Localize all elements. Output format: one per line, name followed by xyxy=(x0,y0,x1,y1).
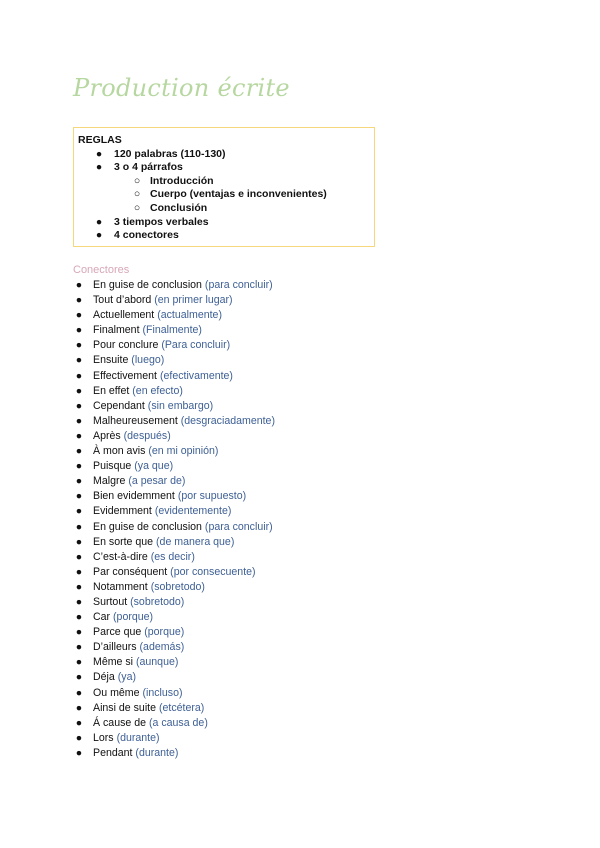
conector-item xyxy=(73,338,275,353)
bullet-icon: ● xyxy=(75,716,83,729)
conector-item xyxy=(73,308,275,323)
bullet-icon: ● xyxy=(75,746,83,759)
bullet-icon: ● xyxy=(95,161,103,174)
conector-item xyxy=(73,399,275,414)
conector-french: Á cause de xyxy=(93,716,147,729)
conector-item xyxy=(73,580,275,595)
conector-french: Ensuite xyxy=(93,354,129,367)
rule-item-text: 3 tiempos verbales xyxy=(114,215,209,228)
conector-item xyxy=(73,535,275,550)
conector-french: En guise de conclusion xyxy=(93,520,202,533)
conector-item xyxy=(73,520,275,535)
conector-spanish: (sobretodo) xyxy=(130,595,185,608)
conector-french: En guise de conclusion xyxy=(93,279,202,291)
conector-spanish: (además) xyxy=(139,641,185,654)
conector-french: Cependant xyxy=(93,399,145,412)
conector-french: Malgre xyxy=(93,475,126,488)
conector-french: Effectivement xyxy=(93,369,157,382)
conector-spanish: (en mi opinión) xyxy=(148,445,219,458)
conector-spanish: (sobretodo) xyxy=(150,580,205,593)
conector-french: En sorte que xyxy=(93,535,154,548)
bullet-icon: ● xyxy=(75,611,83,624)
conector-spanish: (después) xyxy=(123,429,171,442)
conector-spanish: (sin embargo) xyxy=(147,399,214,412)
rule-item xyxy=(78,216,370,230)
bullet-icon: ● xyxy=(75,565,83,578)
bullet-icon: ● xyxy=(75,399,83,412)
conector-item xyxy=(73,384,275,399)
bullet-icon: ● xyxy=(75,520,83,533)
bullet-icon: ● xyxy=(75,595,83,608)
bullet-icon: ● xyxy=(75,445,83,458)
bullet-icon: ● xyxy=(95,147,103,160)
conector-french: Parce que xyxy=(93,626,142,639)
conector-item xyxy=(73,746,275,761)
rule-item-text: Introducción xyxy=(150,174,214,187)
conector-spanish: (incluso) xyxy=(142,686,183,699)
bullet-icon: ● xyxy=(75,490,83,503)
conector-spanish: (durante) xyxy=(116,731,160,744)
conector-item xyxy=(73,323,275,338)
bullet-icon: ● xyxy=(75,369,83,382)
rule-item-text: 4 conectores xyxy=(114,229,179,242)
conector-item xyxy=(73,625,275,640)
conector-french: Puisque xyxy=(93,460,132,473)
conector-french: D’ailleurs xyxy=(93,641,137,654)
conector-french: En effet xyxy=(93,384,130,397)
conector-item xyxy=(73,670,275,685)
conector-french: Ainsi de suite xyxy=(93,701,157,714)
bullet-icon: ● xyxy=(75,641,83,654)
conector-spanish: (actualmente) xyxy=(157,309,222,322)
hollow-bullet-icon: ○ xyxy=(133,201,141,214)
rules-list xyxy=(78,148,370,243)
conector-item xyxy=(73,550,275,565)
bullet-icon: ● xyxy=(75,535,83,548)
conector-spanish: (por consecuente) xyxy=(170,565,256,578)
conector-item xyxy=(73,655,275,670)
conector-french: Surtout xyxy=(93,595,128,608)
bullet-icon: ● xyxy=(75,550,83,563)
page-title: Production écrite xyxy=(73,74,290,102)
conector-french: Actuellement xyxy=(93,309,155,322)
conector-spanish: (a causa de) xyxy=(148,716,208,729)
conectores-list xyxy=(73,278,275,761)
conector-item xyxy=(73,369,275,384)
rule-item-text: Cuerpo (ventajas e inconvenientes) xyxy=(150,188,327,201)
conector-item xyxy=(73,278,275,293)
conectores-heading: Conectores xyxy=(73,264,130,276)
bullet-icon: ● xyxy=(95,229,103,242)
bullet-icon: ● xyxy=(75,580,83,593)
conector-spanish: (de manera que) xyxy=(156,535,235,548)
conector-spanish: (evidentemente) xyxy=(154,505,232,518)
bullet-icon: ● xyxy=(75,354,83,367)
conector-french: Tout d’abord xyxy=(93,294,152,307)
conector-spanish: (es decir) xyxy=(150,550,195,563)
conector-spanish: (aunque) xyxy=(135,656,179,669)
conector-french: Pendant xyxy=(93,746,133,759)
bullet-icon: ● xyxy=(75,671,83,684)
hollow-bullet-icon: ○ xyxy=(133,188,141,201)
conector-spanish: (porque) xyxy=(113,611,154,624)
conector-item xyxy=(73,595,275,610)
conector-item xyxy=(73,731,275,746)
conector-french: Evidemment xyxy=(93,505,152,518)
bullet-icon: ● xyxy=(75,309,83,322)
conector-french: Car xyxy=(93,611,111,624)
conector-french: Par conséquent xyxy=(93,565,168,578)
bullet-icon: ● xyxy=(75,475,83,488)
conector-spanish: (etcétera) xyxy=(158,701,205,714)
conector-spanish: (durante) xyxy=(135,746,179,759)
conector-spanish: (Finalmente) xyxy=(142,324,202,337)
conector-spanish: (ya que) xyxy=(134,460,174,473)
conector-item xyxy=(73,686,275,701)
conector-item xyxy=(73,565,275,580)
bullet-icon: ● xyxy=(75,339,83,352)
hollow-bullet-icon: ○ xyxy=(133,174,141,187)
conector-item xyxy=(73,414,275,429)
conector-french: Bien evidemment xyxy=(93,490,175,503)
conector-item xyxy=(73,459,275,474)
conector-item xyxy=(73,444,275,459)
conector-spanish: (para concluir) xyxy=(204,279,273,291)
conector-french: Même si xyxy=(93,656,134,669)
conector-spanish: (Para concluir) xyxy=(161,339,231,352)
conector-item xyxy=(73,353,275,368)
rule-item xyxy=(78,148,370,162)
conector-french: Ou même xyxy=(93,686,140,699)
bullet-icon: ● xyxy=(75,701,83,714)
conector-french: C’est-à-dire xyxy=(93,550,148,563)
conector-item xyxy=(73,429,275,444)
bullet-icon: ● xyxy=(75,460,83,473)
conector-spanish: (efectivamente) xyxy=(159,369,233,382)
rules-box xyxy=(73,127,375,247)
conector-item xyxy=(73,293,275,308)
rule-item-text: 3 o 4 párrafos xyxy=(114,161,183,174)
rule-item xyxy=(78,175,370,189)
bullet-icon: ● xyxy=(75,656,83,669)
conector-french: Déja xyxy=(93,671,115,684)
conector-spanish: (ya) xyxy=(117,671,136,684)
rule-item xyxy=(78,202,370,216)
conector-spanish: (luego) xyxy=(131,354,165,367)
conector-spanish: (desgraciadamente) xyxy=(180,414,275,427)
bullet-icon: ● xyxy=(75,505,83,518)
bullet-icon: ● xyxy=(75,731,83,744)
rules-heading: REGLAS xyxy=(78,134,122,146)
bullet-icon: ● xyxy=(75,429,83,442)
conector-item xyxy=(73,640,275,655)
rule-item xyxy=(78,161,370,175)
rule-item-text: 120 palabras (110-130) xyxy=(114,147,226,160)
conector-french: Lors xyxy=(93,731,114,744)
bullet-icon: ● xyxy=(75,626,83,639)
bullet-icon: ● xyxy=(75,686,83,699)
conector-spanish: (porque) xyxy=(144,626,185,639)
conector-spanish: (en primer lugar) xyxy=(154,294,233,307)
conector-spanish: (por supuesto) xyxy=(177,490,247,503)
bullet-icon: ● xyxy=(95,215,103,228)
conector-spanish: (para concluir) xyxy=(204,520,273,533)
conector-spanish: (a pesar de) xyxy=(128,475,186,488)
conector-french: Après xyxy=(93,429,121,442)
conector-french: Pour conclure xyxy=(93,339,159,352)
bullet-icon: ● xyxy=(75,324,83,337)
conector-item xyxy=(73,610,275,625)
bullet-icon: ● xyxy=(75,279,83,291)
rule-item-text: Conclusión xyxy=(150,201,208,214)
conector-french: Finalment xyxy=(93,324,140,337)
conector-french: Notamment xyxy=(93,580,148,593)
conector-french: Malheureusement xyxy=(93,414,178,427)
rule-item xyxy=(78,188,370,202)
conector-item xyxy=(73,504,275,519)
conector-item xyxy=(73,489,275,504)
rule-item xyxy=(78,229,370,243)
conector-item xyxy=(73,701,275,716)
conector-item xyxy=(73,716,275,731)
bullet-icon: ● xyxy=(75,294,83,307)
bullet-icon: ● xyxy=(75,384,83,397)
bullet-icon: ● xyxy=(75,414,83,427)
conector-spanish: (en efecto) xyxy=(132,384,183,397)
conector-french: À mon avis xyxy=(93,445,146,458)
conector-item xyxy=(73,474,275,489)
